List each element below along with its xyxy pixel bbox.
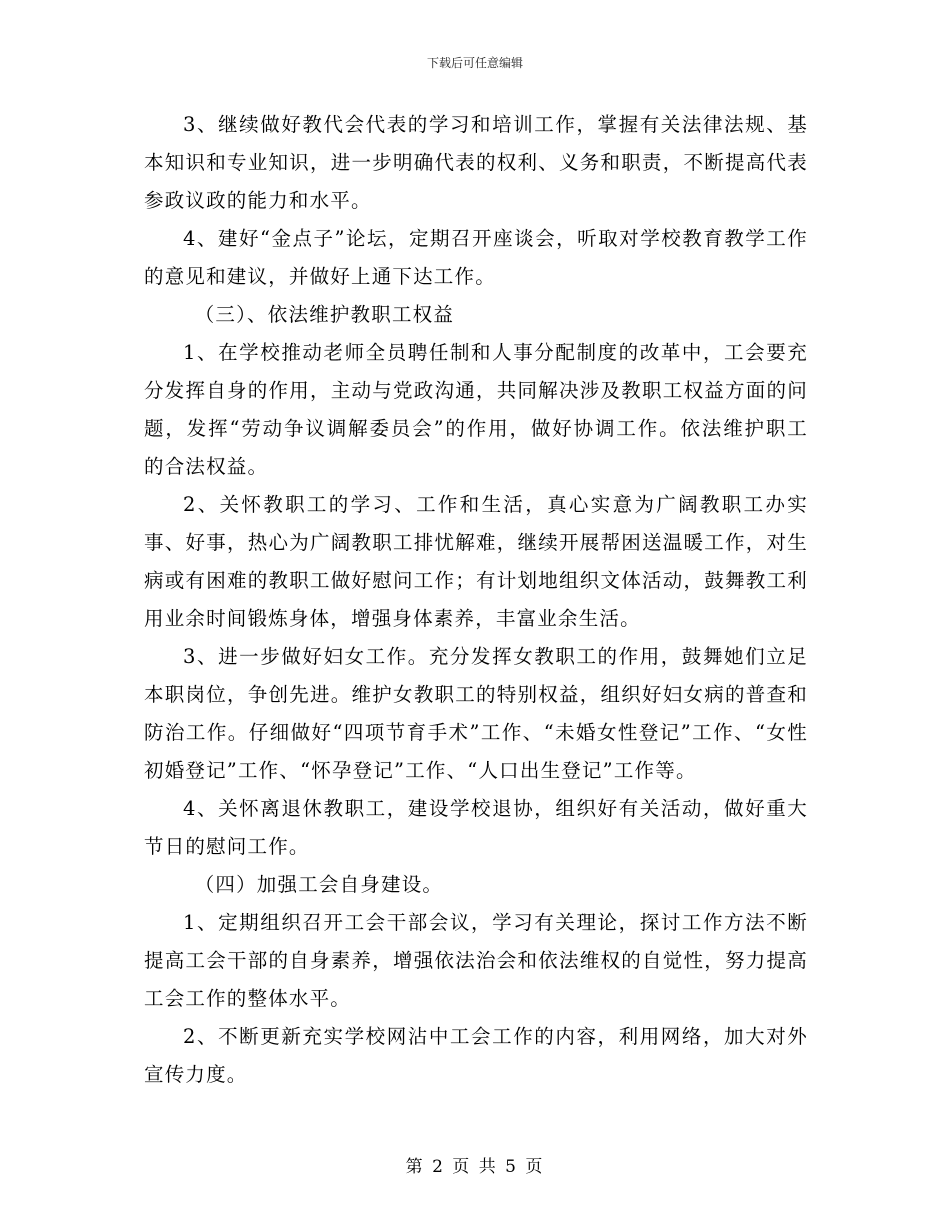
paragraph-item-4-retirees: 4、关怀离退休教职工，建设学校退协，组织好有关活动，做好重大节日的慰问工作。 <box>144 797 808 858</box>
page-header: 下载后可任意编辑 <box>426 56 523 70</box>
paragraph-item-1-cadre-meetings: 1、定期组织召开工会干部会议，学习有关理论，探讨工作方法不断提高工会干部的自身素养，增强依法治会和依法维权的自觉性，努力提高工会工作的整体水平。 <box>144 911 808 1010</box>
paragraph-item-4-forum: 4、建好“金点子”论坛，定期召开座谈会，听取对学校教育教学工作的意见和建议，并做好上通下达工作。 <box>144 227 808 288</box>
body-content <box>144 106 808 1094</box>
paragraph-item-2-care: 2、关怀教职工的学习、工作和生活，真心实意为广阔教职工办实事、好事，热心为广阔教职工排忧解难，继续开展帮困送温暖工作，对生病或有困难的教职工做好慰问工作；有计划地组织文体活动，鼓舞教工利用业余时间锻炼身体，增强身体素养，丰富业余生活。 <box>144 493 808 630</box>
page-number-footer: 第 2 页 共 5 页 <box>405 1157 545 1177</box>
paragraph-item-3-representatives: 3、继续做好教代会代表的学习和培训工作，掌握有关法律法规、基本知识和专业知识，进一步明确代表的权利、义务和职责，不断提高代表参政议政的能力和水平。 <box>144 113 808 212</box>
section-heading-self-building: （四）加强工会自身建设。 <box>194 873 444 896</box>
paragraph-item-2-website: 2、不断更新充实学校网沾中工会工作的内容，利用网络，加大对外宣传力度。 <box>144 1025 808 1086</box>
paragraph-item-3-women: 3、进一步做好妇女工作。充分发挥女教职工的作用，鼓舞她们立足本职岗位，争创先进。维护女教职工的特别权益，组织好妇女病的普查和防治工作。仔细做好“四项节育手术”工作、“未婚女性登记”工作、“女性初婚登记”工作、“怀孕登记”工作、“人口出生登记”工作等。 <box>144 645 808 782</box>
paragraph-item-1-reform: 1、在学校推动老师全员聘任制和人事分配制度的改革中，工会要充分发挥自身的作用，主动与党政沟通，共同解决涉及教职工权益方面的问题，发挥“劳动争议调解委员会”的作用，做好协调工作。依法维护职工的合法权益。 <box>144 341 808 478</box>
section-heading-rights: （三）、依法维护教职工权益 <box>194 303 455 326</box>
